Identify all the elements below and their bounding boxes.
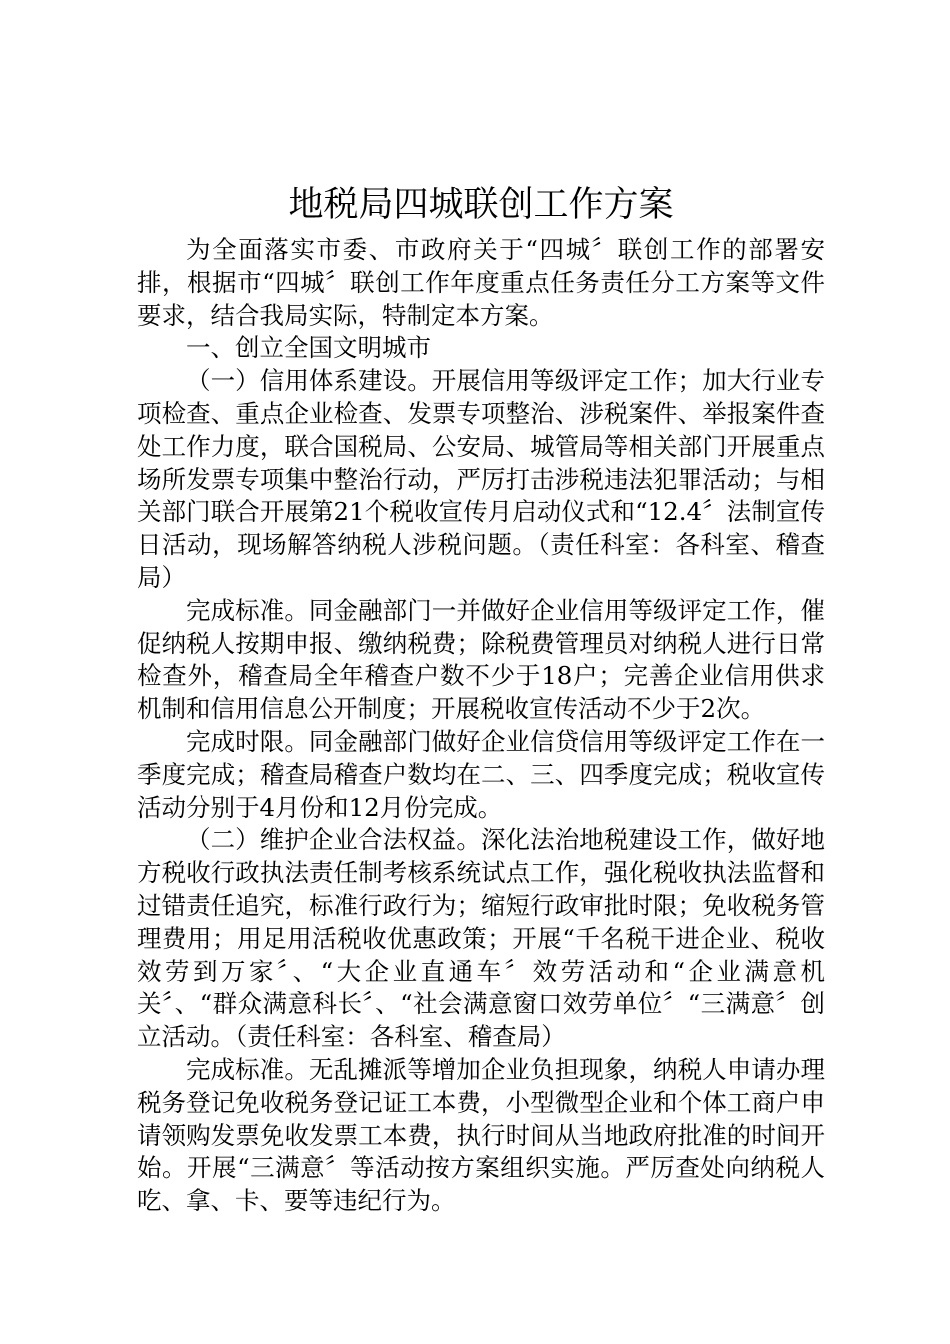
paragraph-credit-system: （一）信用体系建设。开展信用等级评定工作；加大行业专项检查、重点企业检查、发票专项整治、涉税案件、举报案件查处工作力度，联合国税局、公安局、城管局等相关部门开展重点场所发票专项集中整治行动，严厉打击涉税违法犯罪活动；与相关部门联合开展第21个税收宣传月启动仪式和“12.4〞法制宣传日活动，现场解答纳税人涉税问题。（责任科室：各科室、稽查局） bbox=[137, 366, 825, 592]
paragraph-enterprise-rights: （二）维护企业合法权益。深化法治地税建设工作，做好地方税收行政执法责任制考核系统试点工作，强化税收执法监督和过错责任追究，标准行政行为；缩短行政审批时限；免收税务管理费用；用足用活税收优惠政策；开展“千名税干进企业、税收效劳到万家〞、“大企业直通车〞效劳活动和“企业满意机关〞、“群众满意科长〞、“社会满意窗口效劳单位〞“三满意〞创立活动。（责任科室：各科室、稽查局） bbox=[137, 825, 825, 1052]
paragraph-completion-standard-1: 完成标准。同金融部门一并做好企业信用等级评定工作，催促纳税人按期申报、缴纳税费；除税费管理员对纳税人进行日常检查外，稽查局全年稽查户数不少于18户；完善企业信用供求机制和信用信息公开制度；开展税收宣传活动不少于2次。 bbox=[137, 595, 825, 724]
document-page bbox=[137, 180, 825, 1218]
document-title: 地税局四城联创工作方案 bbox=[288, 185, 674, 225]
intro-paragraph: 为全面落实市委、市政府关于“四城〞联创工作的部署安排，根据市“四城〞联创工作年度重点任务责任分工方案等文件要求，结合我局实际，特制定本方案。 bbox=[137, 235, 825, 330]
paragraph-completion-deadline-1: 完成时限。同金融部门做好企业信贷信用等级评定工作在一季度完成；稽查局稽查户数均在二、三、四季度完成；税收宣传活动分别于4月份和12月份完成。 bbox=[137, 726, 825, 822]
paragraph-completion-standard-2: 完成标准。无乱摊派等增加企业负担现象，纳税人申请办理税务登记免收税务登记证工本费，小型微型企业和个体工商户申请领购发票免收发票工本费，执行时间从当地政府批准的时间开始。开展“三满意〞等活动按方案组织实施。严厉查处向纳税人吃、拿、卡、要等违纪行为。 bbox=[137, 1054, 825, 1216]
section-heading-civilized-city: 一、创立全国文明城市 bbox=[186, 333, 431, 363]
